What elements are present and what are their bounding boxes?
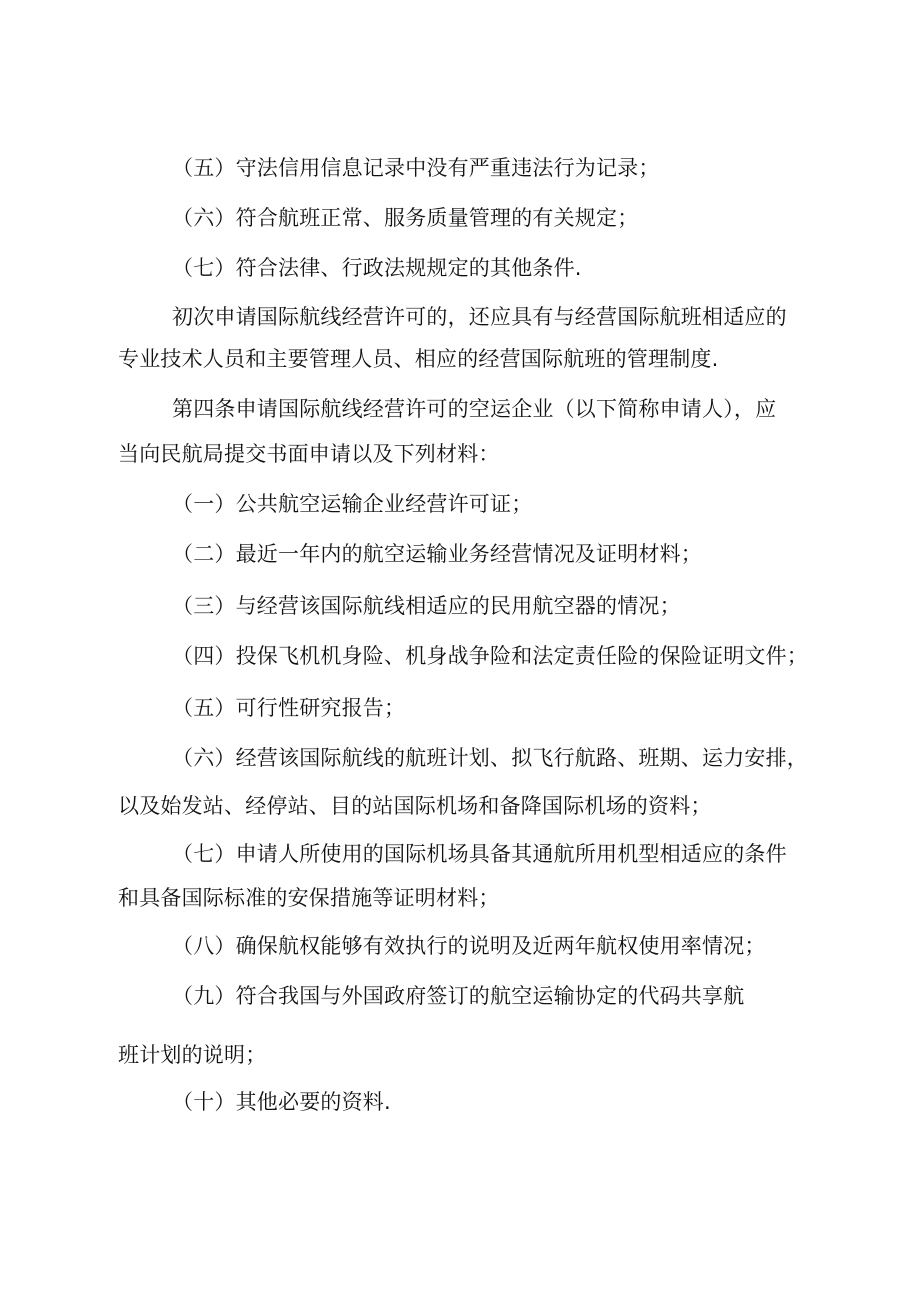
text-line-material-6-cont: 以及始发站、经停站、目的站国际机场和备降国际机场的资料； — [118, 794, 712, 818]
text-line-article-4: 第四条申请国际航线经营许可的空运企业（以下简称申请人），应 — [172, 397, 777, 421]
text-line-item-6-service: （六）符合航班正常、服务质量管理的有关规定； — [172, 206, 639, 230]
text-line-material-2: （二）最近一年内的航空运输业务经营情况及证明材料； — [172, 542, 702, 566]
text-line-initial-application-cont: 专业技术人员和主要管理人员、相应的经营国际航班的管理制度. — [118, 347, 719, 371]
text-line-material-10: （十）其他必要的资料. — [172, 1090, 391, 1114]
text-line-material-6: （六）经营该国际航线的航班计划、拟飞行航路、班期、运力安排， — [172, 746, 808, 770]
text-line-material-4: （四）投保飞机机身险、机身战争险和法定责任险的保险证明文件； — [172, 644, 808, 668]
text-line-material-9-cont: 班计划的说明； — [118, 1043, 267, 1067]
text-line-material-8: （八）确保航权能够有效执行的说明及近两年航权使用率情况； — [172, 934, 766, 958]
text-line-material-7-cont: 和具备国际标准的安保措施等证明材料； — [118, 886, 500, 910]
text-line-material-9: （九）符合我国与外国政府签订的航空运输协定的代码共享航 — [172, 984, 745, 1008]
text-line-initial-application: 初次申请国际航线经营许可的，还应具有与经营国际航班相适应的 — [172, 305, 787, 329]
text-line-material-3: （三）与经营该国际航线相适应的民用航空器的情况； — [172, 594, 681, 618]
text-line-article-4-cont: 当向民航局提交书面申请以及下列材料： — [118, 442, 500, 466]
text-line-item-5-credit: （五）守法信用信息记录中没有严重违法行为记录； — [172, 156, 660, 180]
text-line-material-1: （一）公共航空运输企业经营许可证； — [172, 492, 533, 516]
text-line-item-7-law: （七）符合法律、行政法规规定的其他条件. — [172, 256, 582, 280]
text-line-material-7: （七）申请人所使用的国际机场具备其通航所用机型相适应的条件 — [172, 842, 787, 866]
text-line-material-5: （五）可行性研究报告； — [172, 696, 406, 720]
